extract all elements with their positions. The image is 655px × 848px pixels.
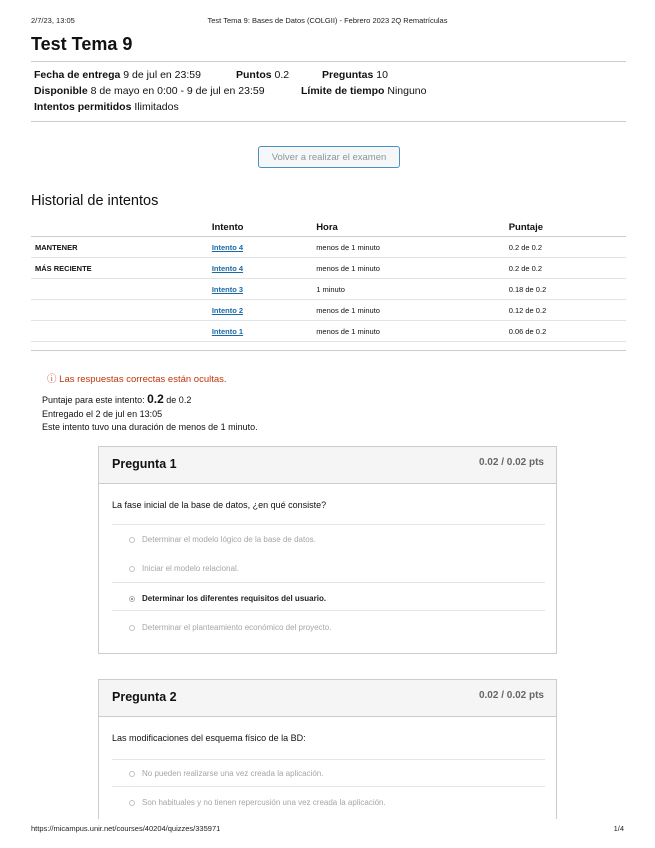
answer-option[interactable] <box>129 535 316 544</box>
row-time: menos de 1 minuto <box>316 237 509 258</box>
divider <box>112 610 545 611</box>
table-row <box>31 237 626 258</box>
attempt-link[interactable]: Intento 1 <box>211 326 244 336</box>
questions-value: 10 <box>376 69 388 81</box>
notice-text: Las respuestas correctas están ocultas. <box>59 374 227 385</box>
radio-checked-icon <box>129 596 135 602</box>
print-header <box>31 16 624 28</box>
print-document-title: Test Tema 9: Bases de Datos (COLGII) - Febrero 2023 2Q Rematrículas <box>207 16 448 25</box>
print-footer <box>31 824 624 836</box>
print-page-number: 1/4 <box>613 824 624 833</box>
attempt-summary <box>42 393 258 435</box>
question-title: Pregunta 2 <box>112 690 177 704</box>
question-points: 0.02 / 0.02 pts <box>478 457 544 468</box>
score-prefix: Puntaje para este intento: <box>42 395 145 405</box>
question-header <box>99 680 556 717</box>
header-attempt: Intento <box>212 218 316 237</box>
row-score: 0.18 de 0.2 <box>509 279 626 300</box>
table-row <box>31 300 626 321</box>
divider <box>112 786 545 787</box>
divider <box>31 61 626 62</box>
row-score: 0.12 de 0.2 <box>509 300 626 321</box>
answer-option-label: Iniciar el modelo relacional. <box>142 564 239 573</box>
quiz-meta-row-1 <box>34 69 201 81</box>
answer-option-label: No pueden realizarse una vez creada la aplicación. <box>142 769 324 778</box>
table-header-row <box>31 218 626 237</box>
divider <box>112 582 545 583</box>
row-tag: MANTENER <box>31 237 212 258</box>
table-row <box>31 279 626 300</box>
points-value: 0.2 <box>274 69 290 81</box>
answer-option[interactable] <box>129 564 239 573</box>
due-value: 9 de jul en 23:59 <box>123 69 201 81</box>
hidden-answers-notice <box>47 371 227 385</box>
question-card <box>98 446 557 654</box>
radio-icon <box>129 537 135 543</box>
table-row <box>31 258 626 279</box>
page-title: Test Tema 9 <box>31 34 133 54</box>
print-date: 2/7/23, 13:05 <box>31 16 75 25</box>
question-card <box>98 679 557 819</box>
attempts-meta <box>34 101 179 113</box>
points-label: Puntos <box>236 69 272 81</box>
print-url: https://micampus.unir.net/courses/40204/quizzes/335971 <box>31 824 221 833</box>
table-row <box>31 321 626 342</box>
row-score: 0.06 de 0.2 <box>509 321 626 342</box>
row-time: menos de 1 minuto <box>316 321 509 342</box>
attempt-link[interactable]: Intento 4 <box>211 242 244 252</box>
header-tag <box>31 218 212 237</box>
row-tag <box>31 279 212 300</box>
submitted-line: Entregado el 2 de jul en 13:05 <box>42 408 163 419</box>
attempt-link[interactable]: Intento 4 <box>211 263 244 273</box>
radio-icon <box>129 625 135 631</box>
answer-option[interactable] <box>129 623 331 632</box>
score-suffix: de 0.2 <box>166 395 192 405</box>
question-points: 0.02 / 0.02 pts <box>478 690 544 701</box>
row-time: menos de 1 minuto <box>316 258 509 279</box>
attempts-value: Ilimitados <box>134 101 179 113</box>
time-limit-value: Ninguno <box>387 85 427 97</box>
questions-meta <box>322 69 388 81</box>
divider <box>112 524 545 525</box>
time-limit-meta <box>301 85 426 97</box>
questions-label: Preguntas <box>322 69 374 81</box>
attempt-link[interactable]: Intento 2 <box>211 305 244 315</box>
divider <box>31 121 626 122</box>
answer-option-label: Son habituales y no tienen repercusión una vez creada la aplicación. <box>142 798 386 807</box>
attempt-history-title: Historial de intentos <box>31 193 159 209</box>
header-score: Puntaje <box>509 218 626 237</box>
answer-option[interactable] <box>129 769 323 778</box>
radio-icon <box>129 771 135 777</box>
row-time: 1 minuto <box>316 279 509 300</box>
attempt-link[interactable]: Intento 3 <box>211 284 244 294</box>
due-label: Fecha de entrega <box>34 69 121 81</box>
available-meta <box>34 85 265 97</box>
answer-option[interactable] <box>129 798 386 807</box>
answer-option-label: Determinar el planteamiento económico del proyecto. <box>142 623 332 632</box>
points-meta <box>236 69 289 81</box>
header-time: Hora <box>316 218 509 237</box>
row-time: menos de 1 minuto <box>316 300 509 321</box>
available-label: Disponible <box>34 85 88 97</box>
warning-icon: ⓘ <box>47 374 57 385</box>
answer-option-selected[interactable] <box>129 594 326 603</box>
row-tag: MÁS RECIENTE <box>31 258 212 279</box>
answer-option-label: Determinar los diferentes requisitos del usuario. <box>142 594 327 603</box>
divider <box>112 759 545 760</box>
time-limit-label: Límite de tiempo <box>301 85 385 97</box>
row-tag <box>31 300 212 321</box>
attempt-score-line <box>42 393 258 408</box>
attempts-label: Intentos permitidos <box>34 101 132 113</box>
answer-option-label: Determinar el modelo lógico de la base de datos. <box>142 535 316 544</box>
divider <box>31 350 626 351</box>
question-title: Pregunta 1 <box>112 457 177 471</box>
retake-quiz-button[interactable]: Volver a realizar el examen <box>258 146 400 168</box>
row-score: 0.2 de 0.2 <box>509 237 626 258</box>
question-header <box>99 447 556 484</box>
question-text: La fase inicial de la base de datos, ¿en qué consiste? <box>112 500 327 510</box>
row-score: 0.2 de 0.2 <box>509 258 626 279</box>
duration-line: Este intento tuvo una duración de menos de 1 minuto. <box>42 422 258 432</box>
row-tag <box>31 321 212 342</box>
available-value: 8 de mayo en 0:00 - 9 de jul en 23:59 <box>90 85 265 97</box>
question-text: Las modificaciones del esquema físico de la BD: <box>112 733 306 743</box>
radio-icon <box>129 800 135 806</box>
attempt-history-table <box>31 218 626 342</box>
radio-icon <box>129 566 135 572</box>
score-value: 0.2 <box>147 392 164 406</box>
